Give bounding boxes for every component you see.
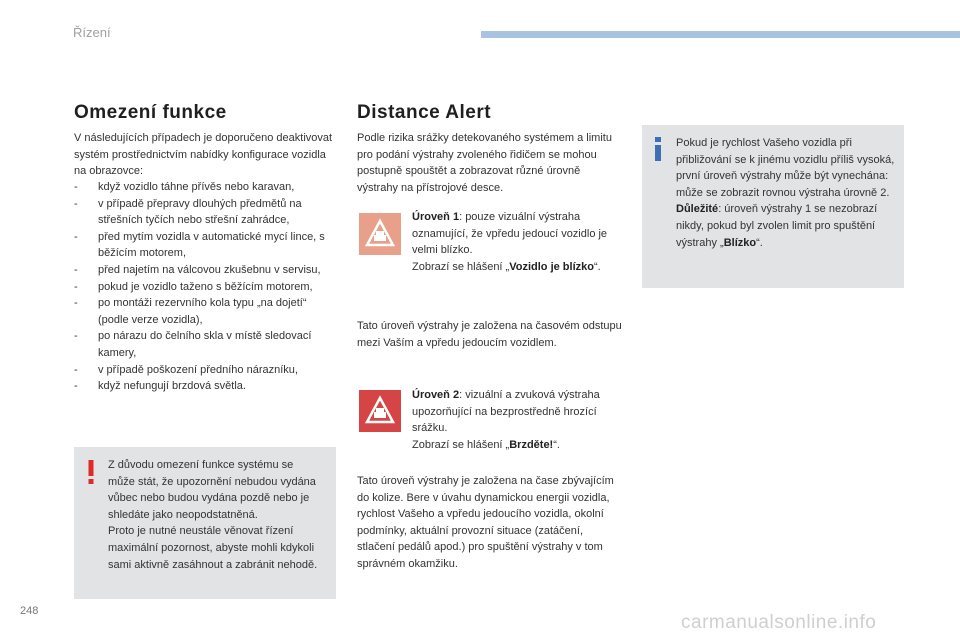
level2-alert-icon — [359, 390, 401, 432]
list-item: - pokud je vozidlo taženo s běžícím motorem, — [74, 279, 336, 296]
level-time-to-collision-text: Tato úroveň výstrahy je založena na čase zbývajícím do kolize. Bere v úvahu dynamickou energii vozidla, rychlost Vašeho a vpředu jedoucího vozidla, okolní podmínky, aktuální provozní situace (zatáčení, stlačení pedálů apod.) pro spuštění výstrahy v tom správném okamžiku. — [357, 475, 614, 570]
header-accent-bar — [481, 31, 960, 38]
level2-msg-prefix: Zobrazí se hlášení „ — [412, 438, 510, 451]
level1-alert-icon — [359, 213, 401, 255]
level1-msg-prefix: Zobrazí se hlášení „ — [412, 260, 510, 273]
list-item: - v případě přepravy dlouhých předmětů na střešních tyčích nebo střešní zahrádce, — [74, 196, 336, 229]
list-item: - před najetím na válcovou zkušebnu v servisu, — [74, 262, 336, 279]
important-label: Důležité — [676, 203, 719, 216]
warning-note-p2: Proto je nutné neustále věnovat řízení maximální pozornost, abyste mohli kdykoli sami aktivně zasáhnout a zabránit nehodě. — [108, 525, 318, 571]
warning-note-p1: Z důvodu omezení funkce systému se může stát, že upozornění nebudou vydána vůbec nebo budou vydána pozdě nebo je shledáte jako neopodstatněná. — [108, 459, 316, 521]
warning-note-text — [108, 457, 320, 573]
level2-msg-suffix: “. — [553, 438, 560, 451]
list-item: - když nefungují brzdová světla. — [74, 378, 336, 395]
level1-text: : pouze vizuální výstraha oznamující, že vpředu jedoucí vozidlo je velmi blízko. — [412, 211, 608, 257]
info-note-p2: : úroveň výstrahy 1 se nezobrazí nikdy, pokud byl zvolen limit pro spuštění výstrahy „ — [676, 203, 878, 249]
list-item: - po nárazu do čelního skla v místě sledovací kamery, — [74, 328, 336, 361]
limitations-list — [74, 179, 336, 395]
page-number: 248 — [20, 605, 39, 617]
heading-distance-alert: Distance Alert — [357, 102, 492, 123]
level-time-gap-text: Tato úroveň výstrahy je založena na časovém odstupu mezi Vaším a vpředu jedoucím vozidlem. — [357, 320, 622, 349]
collision-warning-icon — [359, 390, 401, 432]
level1-label: Úroveň 1 — [412, 211, 460, 223]
list-item: - v případě poškození předního nárazníku, — [74, 362, 336, 379]
limitations-intro: V následujících případech je doporučeno deaktivovat systém prostřednictvím nabídky konfigurace vozidla na obrazovce: — [74, 132, 333, 178]
level1-msg: Vozidlo je blízko — [509, 260, 594, 273]
info-note-text — [676, 135, 896, 251]
list-item: - před mytím vozidla v automatické mycí lince, s běžícím motorem, — [74, 229, 336, 262]
list-item: - po montáži rezervního kola typu „na dojetí“ (podle verze vozidla), — [74, 295, 336, 328]
level1-msg-suffix: “. — [593, 260, 601, 273]
level2-text: : vizuální a zvuková výstraha upozorňující na bezprostředně hrozící srážku. — [412, 389, 600, 435]
heading-limitations: Omezení funkce — [74, 102, 227, 123]
info-icon — [652, 136, 664, 162]
info-note-p1: Pokud je rychlost Vašeho vozidla při přibližování se k jinému vozidlu příliš vysoká, první úroveň výstrahy může být vynechána: může se zobrazit rovnou výstraha úrovně 2. — [676, 137, 895, 199]
list-item: - když vozidlo táhne přívěs nebo karavan, — [74, 179, 336, 196]
distance-alert-intro: Podle rizika srážky detekovaného systémem a limitu pro podání výstrahy zvoleného řidičem se mohou postupně spouštět a zobrazovat různé úrovně výstrahy na přístrojové desce. — [357, 132, 612, 194]
level2-label: Úroveň 2 — [412, 389, 460, 401]
level1-description — [412, 209, 624, 275]
warning-icon — [84, 459, 98, 485]
level2-msg: Brzděte! — [509, 438, 554, 451]
info-note-suffix: “. — [756, 236, 763, 249]
info-note-limit: Blízko — [723, 236, 757, 249]
level2-description — [412, 387, 624, 453]
collision-warning-icon — [359, 213, 401, 255]
section-title: Řízení — [73, 25, 111, 40]
watermark: carmanualsonline.info — [681, 612, 877, 633]
